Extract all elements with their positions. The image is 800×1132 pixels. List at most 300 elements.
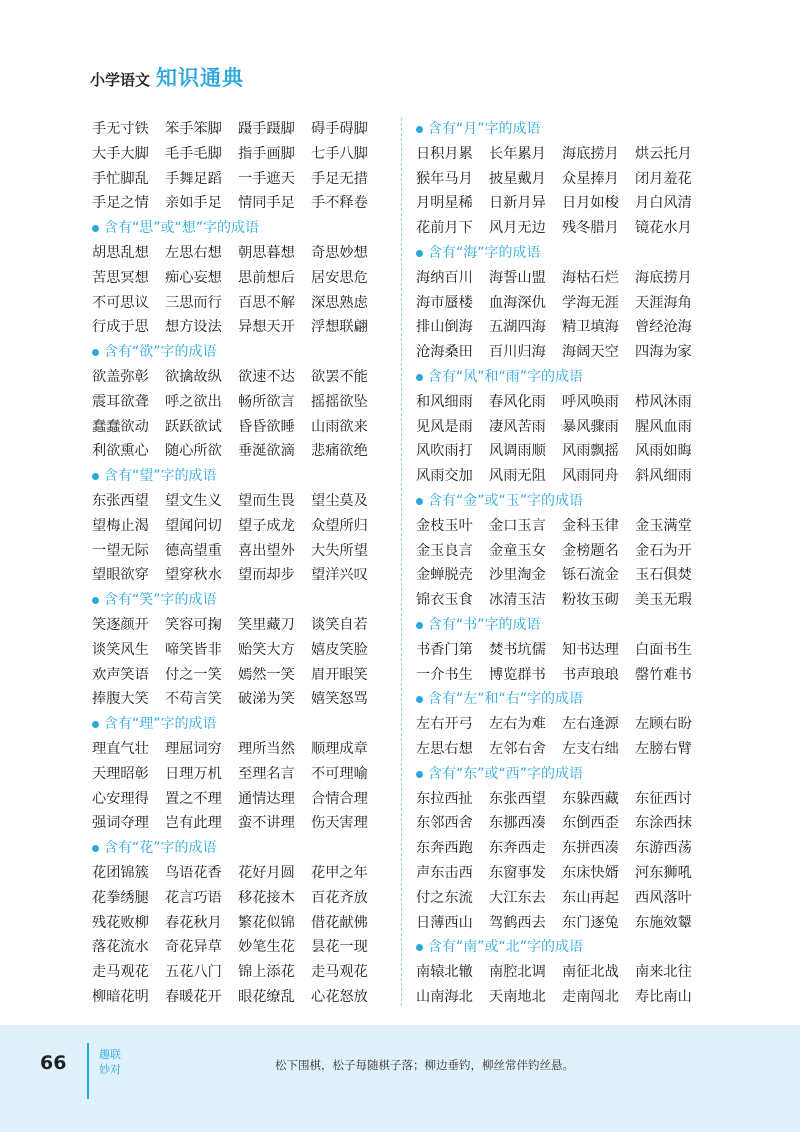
idiom: 望梅止渴: [92, 517, 149, 534]
idiom: 付之一笑: [165, 666, 222, 683]
idiom-row: [92, 787, 392, 812]
idiom: 东张西望: [92, 492, 149, 509]
idiom: 花拳绣腿: [92, 889, 149, 906]
idiom: 毛手毛脚: [165, 145, 222, 162]
idiom: 谈笑风生: [92, 641, 149, 658]
idiom: 左邻右舍: [489, 740, 546, 757]
idiom: 声东击西: [416, 864, 473, 881]
idiom: 海市蜃楼: [416, 294, 473, 311]
section-heading: [416, 613, 716, 638]
idiom: 金蝉脱壳: [416, 567, 473, 584]
idiom: 置之不理: [165, 790, 222, 807]
idiom: 金童玉女: [489, 542, 546, 559]
idiom: 蛮不讲理: [238, 815, 295, 832]
idiom: 日薄西山: [416, 914, 473, 931]
idiom: 风雨飘摇: [562, 443, 619, 460]
idiom: 笑逐颜开: [92, 616, 149, 633]
idiom-row: [92, 291, 392, 316]
idiom: 笑里藏刀: [238, 616, 295, 633]
idiom: 东倒西歪: [562, 815, 619, 832]
idiom: 五湖四海: [489, 319, 546, 336]
idiom: 碍手碍脚: [311, 121, 368, 137]
idiom: 欢声笑语: [92, 666, 149, 683]
idiom: 一望无际: [92, 542, 149, 559]
idiom: 望洋兴叹: [311, 567, 368, 584]
idiom: 天理昭彰: [92, 765, 149, 782]
idiom: 走马观花: [92, 964, 149, 981]
idiom: 望而生畏: [238, 492, 295, 509]
section-heading-text: 含有“金”或“玉”字的成语: [428, 492, 584, 509]
idiom: 海底捞月: [635, 269, 692, 286]
idiom-row: [416, 142, 716, 167]
idiom: 精卫填海: [562, 319, 619, 336]
bullet-icon: [416, 126, 423, 133]
idiom: 悲痛欲绝: [311, 443, 368, 460]
idiom: 东邻西舍: [416, 815, 473, 832]
idiom: 左顾右盼: [635, 716, 692, 733]
idiom: 左右逢源: [562, 716, 619, 733]
idiom: 书声琅琅: [562, 666, 619, 683]
idiom: 沧海桑田: [416, 344, 473, 361]
idiom: 风调雨顺: [489, 443, 546, 460]
idiom-row: [416, 167, 716, 192]
idiom: 风雨无阻: [489, 468, 546, 485]
idiom: 喜出望外: [238, 542, 295, 559]
idiom: 和风细雨: [416, 393, 473, 410]
idiom: 左右为难: [489, 716, 546, 733]
idiom: 捧腹大笑: [92, 691, 149, 708]
section-heading-text: 含有“月”字的成语: [428, 121, 541, 137]
section-heading-text: 含有“理”字的成语: [104, 716, 217, 733]
idiom: 风吹雨打: [416, 443, 473, 460]
idiom: 河东狮吼: [635, 864, 692, 881]
idiom: 苦思冥想: [92, 269, 149, 286]
bullet-icon: [92, 225, 99, 232]
idiom: 书香门第: [416, 641, 473, 658]
idiom: 百花齐放: [311, 889, 368, 906]
idiom: 东张西望: [489, 790, 546, 807]
idiom: 大失所望: [311, 542, 368, 559]
idiom-row: [416, 191, 716, 216]
idiom: 望子成龙: [238, 517, 295, 534]
idiom: 思前想后: [238, 269, 295, 286]
idiom: 畅所欲言: [238, 393, 295, 410]
idiom-row: [92, 514, 392, 539]
idiom-row: [92, 985, 392, 1010]
section-heading-text: 含有“笑”字的成语: [104, 592, 217, 609]
idiom: 行成于思: [92, 319, 149, 336]
idiom: 走马观花: [311, 964, 368, 981]
idiom-row: [92, 737, 392, 762]
idiom-row: [416, 266, 716, 291]
idiom: 望穿秋水: [165, 567, 222, 584]
idiom: 借花献佛: [311, 914, 368, 931]
idiom: 驾鹤西去: [489, 914, 546, 931]
idiom: 蠢蠢欲动: [92, 418, 149, 435]
idiom: 血海深仇: [489, 294, 546, 311]
idiom: 柳暗花明: [92, 988, 149, 1005]
section-heading: [416, 241, 716, 266]
idiom: 春暖花开: [165, 988, 222, 1005]
idiom: 理所当然: [238, 740, 295, 757]
footer-tag-line1: 趣联: [99, 1048, 121, 1061]
idiom: 合情合理: [311, 790, 368, 807]
idiom: 日新月异: [489, 195, 546, 212]
bullet-icon: [92, 473, 99, 480]
idiom: 金科玉律: [562, 517, 619, 534]
idiom: 嬉皮笑脸: [311, 641, 368, 658]
idiom: 众望所归: [311, 517, 368, 534]
idiom: 暴风骤雨: [562, 418, 619, 435]
bullet-icon: [416, 696, 423, 703]
idiom: 金石为开: [635, 542, 692, 559]
idiom: 想方设法: [165, 319, 222, 336]
idiom-row: [416, 464, 716, 489]
idiom: 垂涎欲滴: [238, 443, 295, 460]
idiom: 山雨欲来: [311, 418, 368, 435]
bullet-icon: [416, 374, 423, 381]
idiom: 学海无涯: [562, 294, 619, 311]
idiom: 残花败柳: [92, 914, 149, 931]
idiom: 海纳百川: [416, 269, 473, 286]
section-heading-text: 含有“风”和“雨”字的成语: [428, 368, 584, 385]
idiom: 花言巧语: [165, 889, 222, 906]
idiom-row: [416, 663, 716, 688]
idiom: 手舞足蹈: [165, 170, 222, 187]
idiom: 岂有此理: [165, 815, 222, 832]
idiom: 焚书坑儒: [489, 641, 546, 658]
idiom: 曾经沧海: [635, 319, 692, 336]
idiom: 左支右绌: [562, 740, 619, 757]
idiom: 花前月下: [416, 220, 473, 237]
idiom: 欲擒故纵: [165, 368, 222, 385]
idiom: 知书达理: [562, 641, 619, 658]
idiom: 贻笑大方: [238, 641, 295, 658]
idiom-row: [416, 861, 716, 886]
idiom: 欲速不达: [238, 368, 295, 385]
idiom: 顺理成章: [311, 740, 368, 757]
idiom-row: [416, 539, 716, 564]
idiom: 东挪西凑: [489, 815, 546, 832]
idiom-row: [416, 836, 716, 861]
idiom: 百思不解: [238, 294, 295, 311]
idiom: 日月如梭: [562, 195, 619, 212]
idiom: 美玉无瑕: [635, 592, 692, 609]
idiom: 南来北往: [635, 964, 692, 981]
section-heading: [416, 687, 716, 712]
idiom: 西风落叶: [635, 889, 692, 906]
idiom: 闭月羞花: [635, 170, 692, 187]
idiom: 付之东流: [416, 889, 473, 906]
idiom-row: [416, 588, 716, 613]
idiom: 欲盖弥彰: [92, 368, 149, 385]
idiom: 德高望重: [165, 542, 222, 559]
idiom: 左右开弓: [416, 716, 473, 733]
idiom: 至理名言: [238, 765, 295, 782]
idiom: 斜风细雨: [635, 468, 692, 485]
section-heading-text: 含有“海”字的成语: [428, 244, 541, 261]
idiom: 左膀右臂: [635, 740, 692, 757]
idiom: 五花八门: [165, 964, 222, 981]
idiom: 震耳欲聋: [92, 393, 149, 410]
section-heading: [416, 489, 716, 514]
idiom: 手忙脚乱: [92, 170, 149, 187]
idiom-row: [416, 390, 716, 415]
idiom-row: [92, 266, 392, 291]
footer-couplet: 松下围棋，松子每随棋子落；柳边垂钓，柳丝常伴钓丝悬。: [275, 1058, 574, 1072]
idiom-row: [92, 935, 392, 960]
section-heading-text: 含有“欲”字的成语: [104, 344, 217, 361]
idiom: 繁花似锦: [238, 914, 295, 931]
idiom: 朝思暮想: [238, 244, 295, 261]
idiom: 蹑手蹑脚: [238, 121, 295, 137]
idiom: 凄风苦雨: [489, 418, 546, 435]
idiom: 七手八脚: [311, 145, 368, 162]
idiom: 博览群书: [489, 666, 546, 683]
idiom-row: [416, 886, 716, 911]
idiom: 风月无边: [489, 220, 546, 237]
idiom: 众星捧月: [562, 170, 619, 187]
section-heading-text: 含有“南”或“北”字的成语: [428, 939, 584, 956]
section-heading-text: 含有“书”字的成语: [428, 616, 541, 633]
idiom: 啼笑皆非: [165, 641, 222, 658]
idiom: 不可理喻: [311, 765, 368, 782]
idiom: 风雨同舟: [562, 468, 619, 485]
idiom: 东拉西扯: [416, 790, 473, 807]
idiom-row: [92, 539, 392, 564]
idiom: 猴年马月: [416, 170, 473, 187]
idiom: 破涕为笑: [238, 691, 295, 708]
idiom-row: [416, 340, 716, 365]
bullet-icon: [416, 771, 423, 778]
idiom: 海阔天空: [562, 344, 619, 361]
section-heading: [416, 365, 716, 390]
idiom: 东游西荡: [635, 840, 692, 857]
idiom: 东征西讨: [635, 790, 692, 807]
idiom: 排山倒海: [416, 319, 473, 336]
idiom-row: [92, 365, 392, 390]
idiom: 望而却步: [238, 567, 295, 584]
idiom: 南腔北调: [489, 964, 546, 981]
idiom: 金玉良言: [416, 542, 473, 559]
idiom-row: [92, 191, 392, 216]
footer-tag-line2: 妙对: [99, 1063, 121, 1076]
idiom-row: [92, 489, 392, 514]
idiom: 浮想联翩: [311, 319, 368, 336]
idiom-row: [416, 216, 716, 241]
idiom: 南辕北辙: [416, 964, 473, 981]
idiom: 花好月圆: [238, 864, 295, 881]
idiom: 大手大脚: [92, 145, 149, 162]
idiom: 锦上添花: [238, 964, 295, 981]
idiom: 不可思议: [92, 294, 149, 311]
idiom: 昏昏欲睡: [238, 418, 295, 435]
idiom-row: [416, 415, 716, 440]
idiom: 鸟语花香: [165, 864, 222, 881]
idiom: 眼花缭乱: [238, 988, 295, 1005]
idiom: 南征北战: [562, 964, 619, 981]
idiom: 三思而行: [165, 294, 222, 311]
idiom-row: [416, 911, 716, 936]
idiom-row: [92, 315, 392, 340]
section-heading-text: 含有“思”或“想”字的成语: [104, 220, 260, 237]
idiom: 走南闯北: [562, 988, 619, 1005]
idiom-row: [416, 737, 716, 762]
book-subtitle: 知识通典: [156, 66, 245, 90]
idiom-row: [416, 439, 716, 464]
idiom: 东奔西跑: [416, 840, 473, 857]
idiom: 天南地北: [489, 988, 546, 1005]
section-heading: [416, 762, 716, 787]
book-title: 小学语文: [90, 71, 151, 89]
idiom-row: [92, 390, 392, 415]
idiom: 大江东去: [489, 889, 546, 906]
idiom: 嫣然一笑: [238, 666, 295, 683]
idiom: 长年累月: [489, 145, 546, 162]
idiom: 理屈词穷: [165, 740, 222, 757]
left-column: [92, 117, 392, 1010]
idiom: 四海为家: [635, 344, 692, 361]
idiom: 花甲之年: [311, 864, 368, 881]
idiom: 左思右想: [416, 740, 473, 757]
page-number: 66: [40, 1052, 67, 1074]
idiom: 铄石流金: [562, 567, 619, 584]
idiom: 腥风血雨: [635, 418, 692, 435]
idiom: 锦衣玉食: [416, 592, 473, 609]
idiom-row: [416, 514, 716, 539]
idiom: 手无寸铁: [92, 121, 149, 137]
section-heading-text: 含有“左”和“右”字的成语: [428, 691, 584, 708]
idiom: 东拼西凑: [562, 840, 619, 857]
section-heading: [92, 340, 392, 365]
idiom: 不苟言笑: [165, 691, 222, 708]
idiom: 手足无措: [311, 170, 368, 187]
idiom: 眉开眼笑: [311, 666, 368, 683]
section-heading: [92, 464, 392, 489]
idiom: 笑容可掬: [165, 616, 222, 633]
idiom: 谈笑自若: [311, 616, 368, 633]
idiom: 妙笔生花: [238, 939, 295, 956]
idiom-row: [92, 663, 392, 688]
idiom: 情同手足: [238, 195, 295, 212]
idiom: 月白风清: [635, 195, 692, 212]
idiom-row: [92, 241, 392, 266]
idiom: 落花流水: [92, 939, 149, 956]
idiom: 金口玉言: [489, 517, 546, 534]
footer-divider: [87, 1043, 89, 1099]
idiom: 金榜题名: [562, 542, 619, 559]
idiom: 海底捞月: [562, 145, 619, 162]
idiom: 呼风唤雨: [562, 393, 619, 410]
idiom-row: [92, 762, 392, 787]
idiom: 沙里淘金: [489, 567, 546, 584]
idiom: 见风是雨: [416, 418, 473, 435]
idiom: 东门逐兔: [562, 914, 619, 931]
idiom: 日积月累: [416, 145, 473, 162]
idiom: 风雨如晦: [635, 443, 692, 460]
idiom: 痴心妄想: [165, 269, 222, 286]
idiom: 伤天害理: [311, 815, 368, 832]
idiom: 玉石俱焚: [635, 567, 692, 584]
idiom: 望尘莫及: [311, 492, 368, 509]
idiom: 白面书生: [635, 641, 692, 658]
idiom: 烘云托月: [635, 145, 692, 162]
bullet-icon: [92, 845, 99, 852]
idiom-row: [92, 613, 392, 638]
idiom-row: [92, 167, 392, 192]
idiom-row: [416, 712, 716, 737]
section-heading: [416, 117, 716, 142]
idiom: 东山再起: [562, 889, 619, 906]
bullet-icon: [92, 349, 99, 356]
section-heading: [92, 836, 392, 861]
idiom: 通情达理: [238, 790, 295, 807]
section-heading-text: 含有“望”字的成语: [104, 468, 217, 485]
idiom: 异想天开: [238, 319, 295, 336]
idiom: 春花秋月: [165, 914, 222, 931]
idiom-row: [416, 787, 716, 812]
idiom: 左思右想: [165, 244, 222, 261]
idiom-row: [416, 960, 716, 985]
bullet-icon: [416, 944, 423, 951]
idiom: 一手遮天: [238, 170, 295, 187]
right-column: [416, 117, 716, 1010]
section-heading: [92, 712, 392, 737]
idiom-row: [416, 638, 716, 663]
idiom: 东奔西走: [489, 840, 546, 857]
idiom: 镜花水月: [635, 220, 692, 237]
idiom: 移花接木: [238, 889, 295, 906]
idiom: 天涯海角: [635, 294, 692, 311]
idiom: 东躲西藏: [562, 790, 619, 807]
idiom: 金枝玉叶: [416, 517, 473, 534]
idiom: 随心所欲: [165, 443, 222, 460]
idiom-row: [92, 687, 392, 712]
idiom: 金玉满堂: [635, 517, 692, 534]
idiom: 罄竹难书: [635, 666, 692, 683]
idiom: 亲如手足: [165, 195, 222, 212]
idiom: 栉风沐雨: [635, 393, 692, 410]
idiom: 心安理得: [92, 790, 149, 807]
idiom-row: [92, 142, 392, 167]
idiom: 百川归海: [489, 344, 546, 361]
idiom: 望眼欲穿: [92, 567, 149, 584]
bullet-icon: [416, 622, 423, 629]
idiom: 理直气壮: [92, 740, 149, 757]
bullet-icon: [416, 498, 423, 505]
idiom: 日理万机: [165, 765, 222, 782]
bullet-icon: [92, 721, 99, 728]
idiom: 粉妆玉砌: [562, 592, 619, 609]
idiom-row: [92, 117, 392, 142]
idiom: 心花怒放: [311, 988, 368, 1005]
idiom: 月明星稀: [416, 195, 473, 212]
idiom: 居安思危: [311, 269, 368, 286]
idiom: 奇思妙想: [311, 244, 368, 261]
footer-tag: [99, 1047, 121, 1077]
idiom: 手足之情: [92, 195, 149, 212]
idiom: 奇花异草: [165, 939, 222, 956]
idiom: 欲罢不能: [311, 368, 368, 385]
idiom: 跃跃欲试: [165, 418, 222, 435]
section-heading-text: 含有“东”或“西”字的成语: [428, 765, 584, 782]
idiom: 冰清玉洁: [489, 592, 546, 609]
idiom-row: [416, 291, 716, 316]
idiom: 摇摇欲坠: [311, 393, 368, 410]
idiom: 披星戴月: [489, 170, 546, 187]
column-divider: [401, 118, 402, 1006]
idiom: 望文生义: [165, 492, 222, 509]
